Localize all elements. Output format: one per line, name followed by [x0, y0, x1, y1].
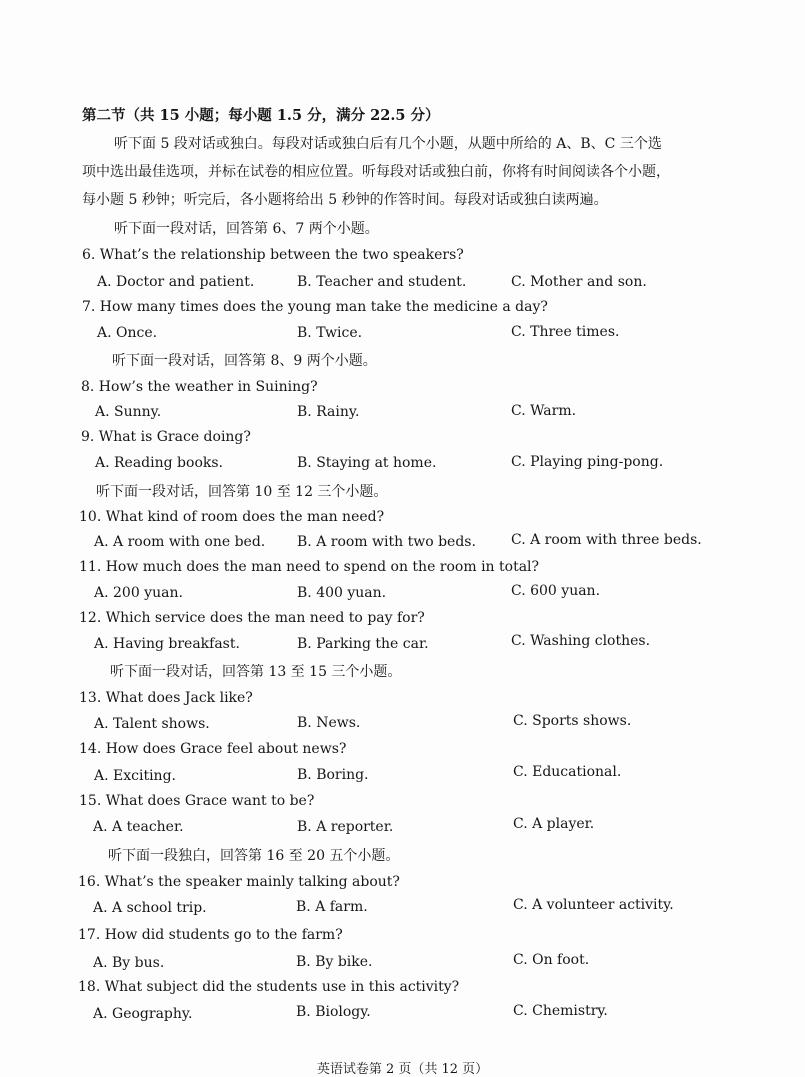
group-instruction: 听下面一段对话，回答第 10 至 12 三个小题。 [96, 484, 388, 500]
option-c: C. 600 yuan. [511, 583, 601, 599]
question-stem: 6. What’s the relationship between the two speakers? [82, 247, 464, 263]
option-a: A. A room with one bed. [94, 534, 266, 550]
question-stem: 12. Which service does the man need to pay for? [79, 610, 425, 626]
option-c: C. Three times. [511, 324, 620, 340]
option-c: C. A player. [513, 816, 595, 832]
option-a: A. A school trip. [93, 900, 207, 916]
option-b: B. Boring. [297, 767, 369, 783]
option-a: A. Sunny. [95, 404, 162, 420]
option-c: C. Warm. [511, 403, 577, 419]
option-b: B. 400 yuan. [297, 585, 387, 601]
group-instruction: 听下面一段对话，回答第 13 至 15 三个小题。 [110, 664, 402, 680]
group-instruction: 听下面一段对话，回答第 6、7 两个小题。 [114, 221, 379, 237]
intro-line: 项中选出最佳选项，并标在试卷的相应位置。听每段对话或独白前，你将有时间阅读各个小题， [82, 164, 670, 180]
option-c: C. Washing clothes. [511, 633, 651, 649]
option-a: A. Once. [97, 325, 158, 341]
question-stem: 10. What kind of room does the man need? [79, 509, 385, 525]
option-b: B. Twice. [297, 325, 363, 341]
option-c: C. Educational. [513, 764, 622, 780]
option-c: C. Chemistry. [513, 1003, 608, 1019]
option-c: C. Mother and son. [511, 274, 647, 290]
section-title: 第二节（共 15 小题；每小题 1.5 分，满分 22.5 分） [82, 107, 440, 124]
intro-line: 听下面 5 段对话或独白。每段对话或独白后有几个小题，从题中所给的 A、B、C 三个选 [114, 136, 662, 152]
question-stem: 18. What subject did the students use in this activity? [78, 979, 460, 995]
question-stem: 13. What does Jack like? [79, 690, 253, 706]
question-stem: 9. What is Grace doing? [81, 429, 251, 445]
option-b: B. A room with two beds. [297, 534, 476, 550]
intro-line: 每小题 5 秒钟；听完后，各小题将给出 5 秒钟的作答时间。每段对话或独白读两遍。 [82, 192, 608, 208]
question-stem: 17. How did students go to the farm? [78, 927, 343, 943]
question-stem: 14. How does Grace feel about news? [79, 741, 347, 757]
option-a: A. 200 yuan. [94, 585, 183, 601]
option-b: B. Parking the car. [297, 636, 429, 652]
option-c: C. Playing ping-pong. [511, 454, 664, 470]
option-b: B. Staying at home. [297, 455, 437, 471]
option-a: A. Geography. [93, 1006, 193, 1022]
question-stem: 11. How much does the man need to spend on the room in total? [79, 559, 540, 575]
option-a: A. Talent shows. [94, 716, 210, 732]
option-b: B. A farm. [296, 899, 368, 915]
option-c: C. A volunteer activity. [513, 897, 674, 913]
question-stem: 8. How’s the weather in Suining? [81, 379, 318, 395]
option-a: A. A teacher. [93, 819, 184, 835]
option-a: A. Exciting. [94, 768, 176, 784]
option-c: C. Sports shows. [513, 713, 632, 729]
option-c: C. On foot. [513, 952, 590, 968]
option-a: A. Reading books. [95, 455, 223, 471]
option-b: B. Biology. [296, 1004, 371, 1020]
option-b: B. Rainy. [297, 404, 360, 420]
option-a: A. Having breakfast. [94, 636, 240, 652]
option-b: B. Teacher and student. [297, 274, 467, 290]
question-stem: 15. What does Grace want to be? [79, 793, 315, 809]
option-a: A. By bus. [93, 955, 165, 971]
option-c: C. A room with three beds. [511, 532, 702, 548]
question-stem: 7. How many times does the young man take the medicine a day? [82, 299, 548, 315]
option-a: A. Doctor and patient. [97, 274, 255, 290]
group-instruction: 听下面一段对话，回答第 8、9 两个小题。 [112, 353, 377, 369]
option-b: B. By bike. [296, 954, 373, 970]
option-b: B. News. [297, 715, 361, 731]
question-stem: 16. What’s the speaker mainly talking about? [78, 874, 400, 890]
group-instruction: 听下面一段独白，回答第 16 至 20 五个小题。 [108, 848, 400, 864]
page-footer: 英语试卷第 2 页（共 12 页） [316, 1062, 489, 1077]
option-b: B. A reporter. [297, 819, 394, 835]
